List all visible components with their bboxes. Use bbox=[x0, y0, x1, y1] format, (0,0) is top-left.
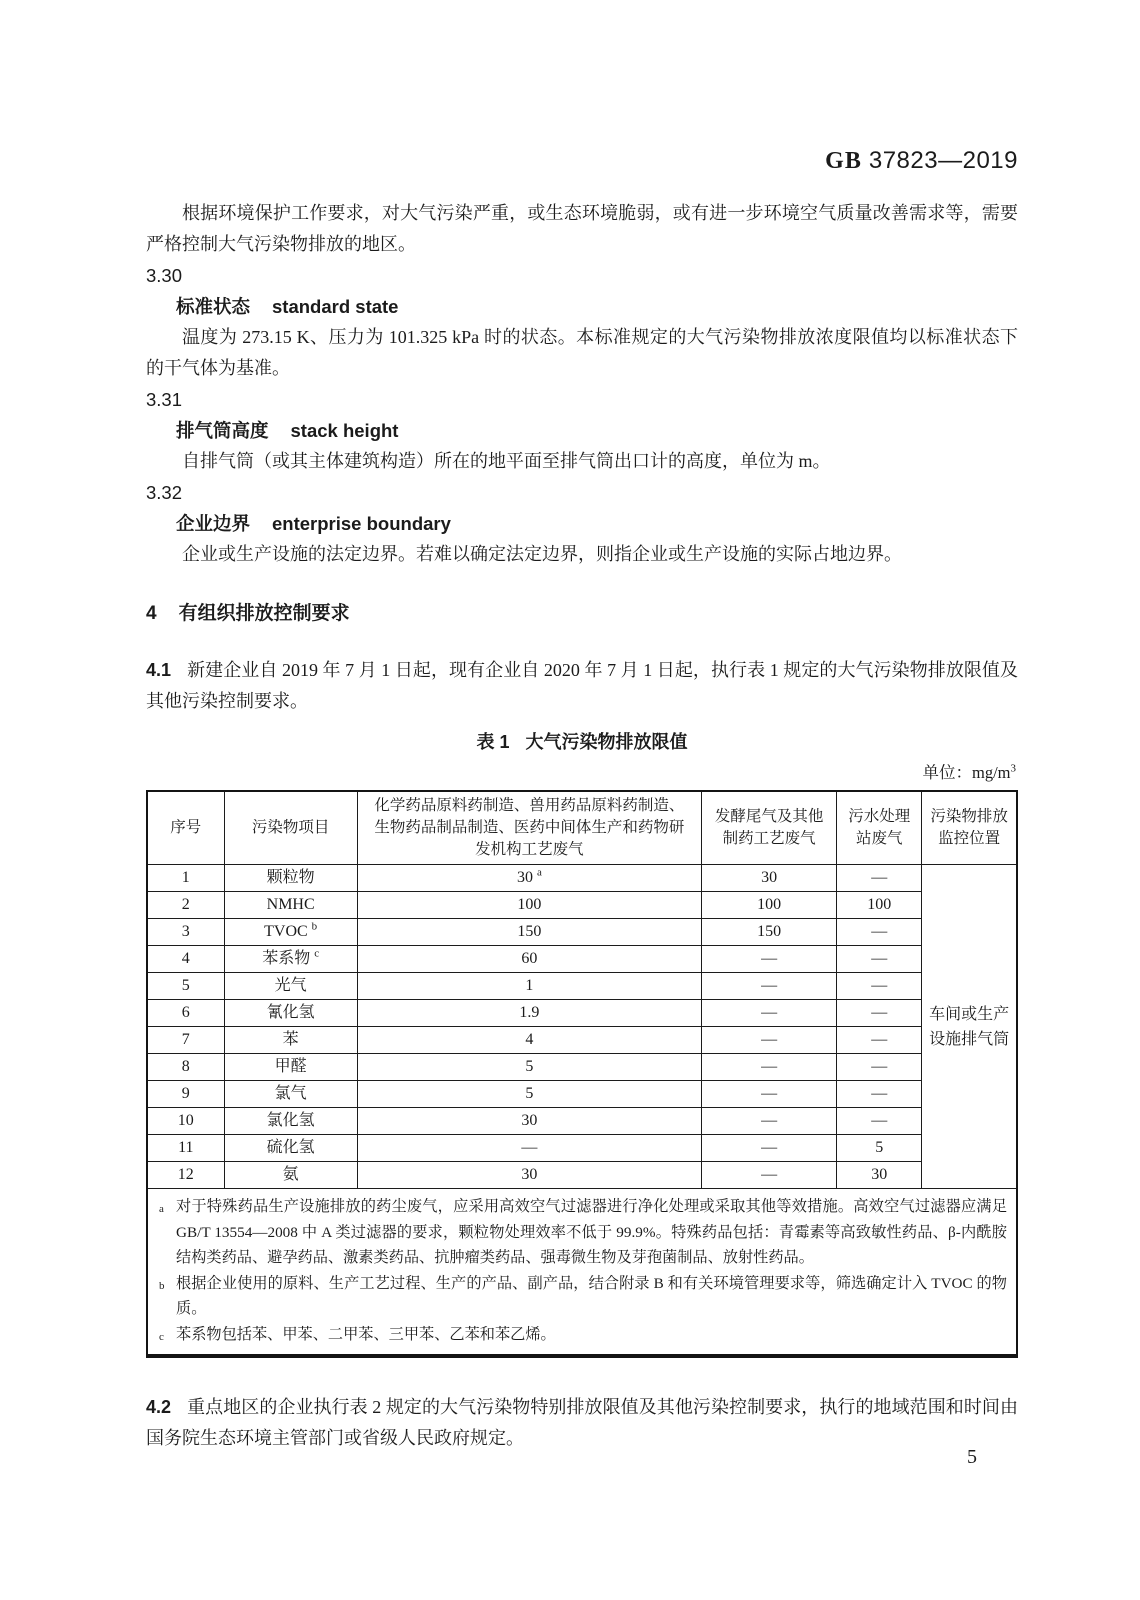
column-header-wastewater: 污水处理站废气 bbox=[837, 791, 922, 865]
cell-limit-1: 1.9 bbox=[357, 1000, 701, 1027]
cell-pollutant: 苯 bbox=[224, 1027, 357, 1054]
cell-pollutant: 光气 bbox=[224, 973, 357, 1000]
term-zh: 企业边界 bbox=[176, 513, 251, 534]
cell-limit-3: — bbox=[837, 946, 922, 973]
cell-limit-2: — bbox=[702, 1135, 837, 1162]
table-row bbox=[147, 1000, 1017, 1027]
standard-number bbox=[146, 146, 1018, 176]
table-row bbox=[147, 1135, 1017, 1162]
unit-superscript: 3 bbox=[1010, 762, 1016, 775]
cell-serial: 8 bbox=[147, 1054, 224, 1081]
cell-limit-3: — bbox=[837, 1000, 922, 1027]
term-en: standard state bbox=[272, 296, 399, 317]
cell-limit-3: 5 bbox=[837, 1135, 922, 1162]
cell-serial: 11 bbox=[147, 1135, 224, 1162]
footnote-c bbox=[155, 1322, 1007, 1348]
cell-limit-1: 4 bbox=[357, 1027, 701, 1054]
cell-pollutant: 苯系物 $^c$ bbox=[224, 946, 357, 973]
cell-pollutant: 氯化氢 bbox=[224, 1108, 357, 1135]
table-row bbox=[147, 1081, 1017, 1108]
table-row bbox=[147, 1054, 1017, 1081]
section-4-heading bbox=[146, 598, 1018, 629]
cell-serial: 10 bbox=[147, 1108, 224, 1135]
table-row bbox=[147, 919, 1017, 946]
unit-label: 单位：$mg/m^3$ bbox=[922, 762, 1016, 782]
table-1-title bbox=[146, 727, 1018, 757]
term-zh: 标准状态 bbox=[176, 296, 251, 317]
clause-4-2 bbox=[146, 1392, 1018, 1454]
page-number: 5 bbox=[967, 1446, 977, 1468]
term-number-330: 3.30 bbox=[146, 265, 183, 286]
term-heading-332 bbox=[146, 508, 1018, 539]
clause-4-1-text: 新建企业自 2019 年 7 月 1 日起，现有企业自 2020 年 7 月 1 日起，执行表 1 规定的大气污染物排放限值及其他污染控制要求。 bbox=[146, 660, 1018, 711]
footnote-a bbox=[155, 1194, 1007, 1271]
section-4-number: 4 bbox=[146, 603, 157, 624]
cell-limit-3: — bbox=[837, 919, 922, 946]
column-header-serial: 序号 bbox=[147, 791, 224, 865]
cell-limit-1: 150 bbox=[357, 919, 701, 946]
table-row bbox=[147, 865, 1017, 892]
standard-number-gb: GB bbox=[825, 148, 862, 174]
cell-limit-1: 30 $^a$ bbox=[357, 865, 701, 892]
cell-limit-3: — bbox=[837, 1054, 922, 1081]
page-content bbox=[146, 146, 1018, 1454]
cell-limit-2: 150 bbox=[702, 919, 837, 946]
cell-serial: 6 bbox=[147, 1000, 224, 1027]
standard-number-digits: 37823—2019 bbox=[868, 147, 1018, 174]
table-1-caption: 大气污染物排放限值 bbox=[525, 732, 688, 752]
cell-limit-1: 100 bbox=[357, 892, 701, 919]
cell-limit-1: 1 bbox=[357, 973, 701, 1000]
term-definition-332: 企业或生产设施的法定边界。若难以确定法定边界，则指企业或生产设施的实际占地边界。 bbox=[182, 544, 902, 564]
term-number-332: 3.32 bbox=[146, 482, 183, 503]
clause-4-1-number: 4.1 bbox=[146, 660, 172, 680]
cell-limit-2: — bbox=[702, 1027, 837, 1054]
term-zh: 排气筒高度 bbox=[176, 420, 269, 441]
term-en: enterprise boundary bbox=[272, 513, 451, 534]
cell-limit-2: — bbox=[702, 1162, 837, 1189]
term-definition-330: 温度为 273.15 K、压力为 101.325 kPa 时的状态。本标准规定的大气污染物排放浓度限值均以标准状态下的干气体为基准。 bbox=[146, 327, 1018, 378]
cell-limit-3: — bbox=[837, 1108, 922, 1135]
footnote-a-text: 对于特殊药品生产设施排放的药尘废气，应采用高效空气过滤器进行净化处理或采取其他等效措施。高效空气过滤器应满足 GB/T 13554—2008 中 A 类过滤器的要求，颗粒物处理效率不低于 99.9%。特殊药品包括：青霉素等高致敏性药品、β-内酰胺结构类药品、避孕药品、激素类药品、抗肿瘤类药品、强毒微生物及芽孢菌制品、放射性药品。 bbox=[176, 1198, 1007, 1266]
cell-pollutant: 氯气 bbox=[224, 1081, 357, 1108]
cell-limit-1: 5 bbox=[357, 1081, 701, 1108]
clause-4-2-number: 4.2 bbox=[146, 1397, 172, 1417]
cell-limit-2: 30 bbox=[702, 865, 837, 892]
cell-serial: 5 bbox=[147, 973, 224, 1000]
term-en: stack height bbox=[290, 420, 399, 441]
cell-serial: 12 bbox=[147, 1162, 224, 1189]
column-header-monitor-location: 污染物排放监控位置 bbox=[922, 791, 1017, 865]
footnote-c-marker: c bbox=[159, 1330, 164, 1343]
cell-pollutant: 颗粒物 bbox=[224, 865, 357, 892]
cell-serial: 2 bbox=[147, 892, 224, 919]
term-heading-331 bbox=[146, 415, 1018, 446]
table-row bbox=[147, 892, 1017, 919]
table-row bbox=[147, 1108, 1017, 1135]
cell-serial: 3 bbox=[147, 919, 224, 946]
table-header-row bbox=[147, 791, 1017, 865]
pollutant-limits-table bbox=[146, 790, 1018, 1358]
cell-limit-1: 30 bbox=[357, 1162, 701, 1189]
cell-limit-3: 30 bbox=[837, 1162, 922, 1189]
cell-serial: 1 bbox=[147, 865, 224, 892]
cell-serial: 9 bbox=[147, 1081, 224, 1108]
table-row bbox=[147, 973, 1017, 1000]
cell-limit-2: — bbox=[702, 1000, 837, 1027]
table-footnote-row bbox=[147, 1189, 1017, 1357]
term-heading-330 bbox=[146, 291, 1018, 322]
footnote-b bbox=[155, 1271, 1007, 1322]
cell-serial: 7 bbox=[147, 1027, 224, 1054]
cell-limit-2: — bbox=[702, 946, 837, 973]
table-row bbox=[147, 1027, 1017, 1054]
cell-limit-1: 5 bbox=[357, 1054, 701, 1081]
cell-limit-2: — bbox=[702, 973, 837, 1000]
cell-limit-2: 100 bbox=[702, 892, 837, 919]
cell-monitor-location: 车间或生产设施排气筒 bbox=[922, 865, 1017, 1189]
cell-pollutant: 氰化氢 bbox=[224, 1000, 357, 1027]
footnote-a-marker: a bbox=[159, 1203, 164, 1215]
column-header-chemical-api: 化学药品原料药制造、兽用药品原料药制造、生物药品制品制造、医药中间体生产和药物研发机构工艺废气 bbox=[357, 791, 701, 865]
footnote-b-marker: b bbox=[159, 1279, 165, 1292]
cell-limit-3: — bbox=[837, 1027, 922, 1054]
footnote-b-text: 根据企业使用的原料、生产工艺过程、生产的产品、副产品，结合附录 B 和有关环境管理要求等，筛选确定计入 TVOC 的物质。 bbox=[176, 1274, 1007, 1317]
term-definition-331: 自排气筒（或其主体建筑构造）所在的地平面至排气筒出口计的高度，单位为 m。 bbox=[182, 451, 831, 471]
cell-pollutant: 硫化氢 bbox=[224, 1135, 357, 1162]
cell-limit-3: — bbox=[837, 865, 922, 892]
term-number-331: 3.31 bbox=[146, 389, 183, 410]
cell-pollutant: TVOC $^b$ bbox=[224, 919, 357, 946]
cell-limit-2: — bbox=[702, 1054, 837, 1081]
cell-pollutant: NMHC bbox=[224, 892, 357, 919]
table-1-label: 表 1 bbox=[476, 732, 510, 752]
cell-pollutant: 氨 bbox=[224, 1162, 357, 1189]
clause-4-2-text: 重点地区的企业执行表 2 规定的大气污染物特别排放限值及其他污染控制要求，执行的地域范围和时间由国务院生态环境主管部门或省级人民政府规定。 bbox=[146, 1397, 1018, 1448]
section-4-title: 有组织排放控制要求 bbox=[178, 603, 350, 624]
cell-pollutant: 甲醛 bbox=[224, 1054, 357, 1081]
column-header-pollutant: 污染物项目 bbox=[224, 791, 357, 865]
cell-limit-1: 30 bbox=[357, 1108, 701, 1135]
cell-serial: 4 bbox=[147, 946, 224, 973]
table-footnotes bbox=[147, 1189, 1017, 1357]
table-row bbox=[147, 1162, 1017, 1189]
cell-limit-3: 100 bbox=[837, 892, 922, 919]
cell-limit-3: — bbox=[837, 973, 922, 1000]
cell-limit-2: — bbox=[702, 1081, 837, 1108]
cell-limit-3: — bbox=[837, 1081, 922, 1108]
intro-paragraph: 根据环境保护工作要求，对大气污染严重，或生态环境脆弱，或有进一步环境空气质量改善需求等，需要严格控制大气污染物排放的地区。 bbox=[146, 203, 1018, 254]
footnote-c-text: 苯系物包括苯、甲苯、二甲苯、三甲苯、乙苯和苯乙烯。 bbox=[176, 1325, 556, 1343]
cell-limit-1: — bbox=[357, 1135, 701, 1162]
cell-limit-2: — bbox=[702, 1108, 837, 1135]
clause-4-1 bbox=[146, 655, 1018, 717]
cell-limit-1: 60 bbox=[357, 946, 701, 973]
column-header-fermentation: 发酵尾气及其他制药工艺废气 bbox=[702, 791, 837, 865]
table-row bbox=[147, 946, 1017, 973]
